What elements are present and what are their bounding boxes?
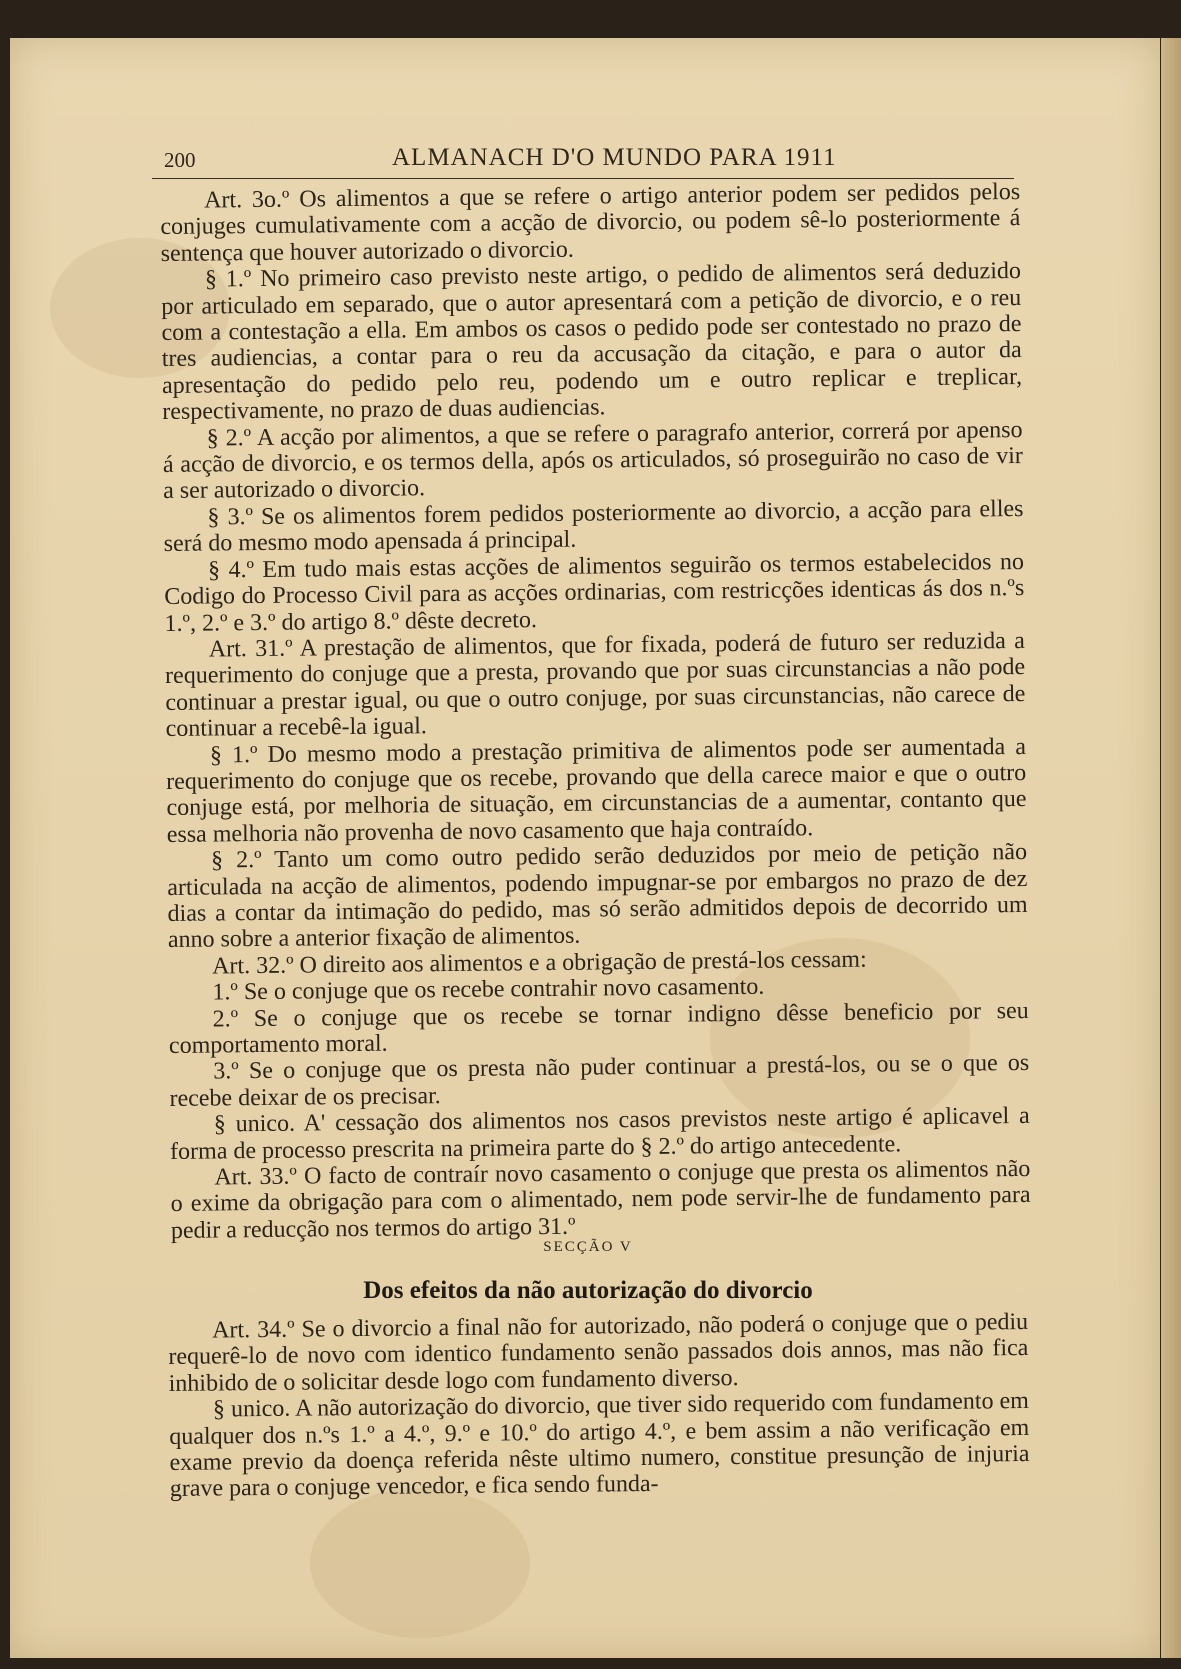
paragraph: § 2.º Tanto um como outro pedido serão deduzidos por meio de petição não articulada na acção de alimentos, podendo impugnar-se por embargos no prazo de dez dias a contar da intimação do pedido, mas só serão admitidos depois de decorrido um anno sobre a anterior fixação de alimentos. [167,839,1028,954]
main-text [160,179,1031,1244]
section-text [168,1309,1030,1503]
paragraph: 2.º Se o conjuge que os recebe se tornar indigno dêsse beneficio por seu comportamento moral. [168,997,1029,1059]
paragraph: Art. 33.º O facto de contraír novo casamento o conjuge que presta os alimentos não o exime da obrigação para com o alimentado, nem pode servir-lhe de fundamento para pedir a reducção nos termos do artigo 31.º [170,1155,1031,1244]
paper-stain [310,1488,530,1638]
paragraph: § unico. A' cessação dos alimentos nos casos previstos neste artigo é aplicavel a forma de processo prescrita na primeira parte do § 2.º do artigo antecedente. [169,1103,1030,1165]
running-title: ALMANACH D'O MUNDO PARA 1911 [392,144,837,171]
next-page-edge [1161,38,1181,1658]
paragraph: § 3.º Se os alimentos forem pedidos posteriormente ao divorcio, a acção para elles será do mesmo modo apensada á principal. [163,495,1024,558]
paragraph: § unico. A não autorização do divorcio, que tiver sido requerido com fundamento em qualquer dos n.ºs 1.º a 4.º, 9.º e 10.º do artigo 4.º, e bem assim a não verificação em exame previo da doença referida nêste ultimo numero, constitue presunção de injuria grave para o conjuge vencedor, e fica sendo funda- [169,1388,1030,1503]
paragraph: Art. 32.º O direito aos alimentos e a obrigação de prestá-los cessam: [212,946,867,980]
paragraph: Art. 31.º A prestação de alimentos, que for fixada, poderá de futuro ser reduzida a requerimento do conjuge que a presta, provando que por suas circunstancias a não pode continuar a prestar igual, ou que o outro conjuge, por suas circunstancias, não carece de continuar a recebê-la igual. [164,627,1026,743]
paragraph: § 1.º Do mesmo modo a prestação primitiva de alimentos pode ser aumentada a requerimento do conjuge que os recebe, provando que della carece maior e que o outro conjuge está, por melhoria de situação, em circunstancias de a aumentar, contanto que essa melhoria não provenha de novo casamento que haja contraído. [166,733,1027,848]
paragraph: § 1.º No primeiro caso previsto neste artigo, o pedido de alimentos será deduzido por articulado em separado, que o autor apresentará com a petição de divorcio, e o reu com a contestação a ella. Em ambos os casos o pedido pode ser contestado no prazo de tres audiencias, a contar para o reu da accusação da citação, e para o autor da apresentação do pedido pelo reu, podendo um e outro replicar e treplicar, respectivamente, no prazo de duas audiencias. [161,258,1023,426]
running-header [152,138,1014,179]
paragraph: Art. 34.º Se o divorcio a final não for autorizado, não poderá o conjuge que o pediu requerê-lo de novo com identico fundamento senão passados dois annos, mas não fica inhibido de o solicitar desde logo com fundamento diverso. [168,1308,1029,1397]
paragraph: 1.º Se o conjuge que os recebe contrahir novo casamento. [212,973,765,1006]
section-label: SECÇÃO V [543,1239,633,1255]
paragraph: § 2.º A acção por alimentos, a que se refere o paragrafo anterior, correrá por apenso á acção de divorcio, e os termos della, após os articulados, só proseguirão no caso de vir a ser autorizado o divorcio. [162,416,1023,505]
paragraph: Art. 3o.º Os alimentos a que se refere o artigo anterior podem ser pedidos pelos conjuges cumulativamente com a acção de divorcio, ou podem sê-lo posteriormente á sentença que houver autorizado o divorcio. [160,178,1021,267]
paragraph: 3.º Se o conjuge que os presta não puder continuar a prestá-los, ou se o que os recebe deixar de os precisar. [169,1050,1030,1112]
paragraph: § 4.º Em tudo mais estas acções de alimentos seguirão os termos estabelecidos no Codigo do Processo Civil para as acções ordinarias, com restricções identicas ás dos n.ºs 1.º, 2.º e 3.º do artigo 8.º dêste decreto. [164,548,1025,637]
page-number: 200 [164,148,196,172]
section-title: Dos efeitos da não autorização do divorcio [363,1277,813,1304]
